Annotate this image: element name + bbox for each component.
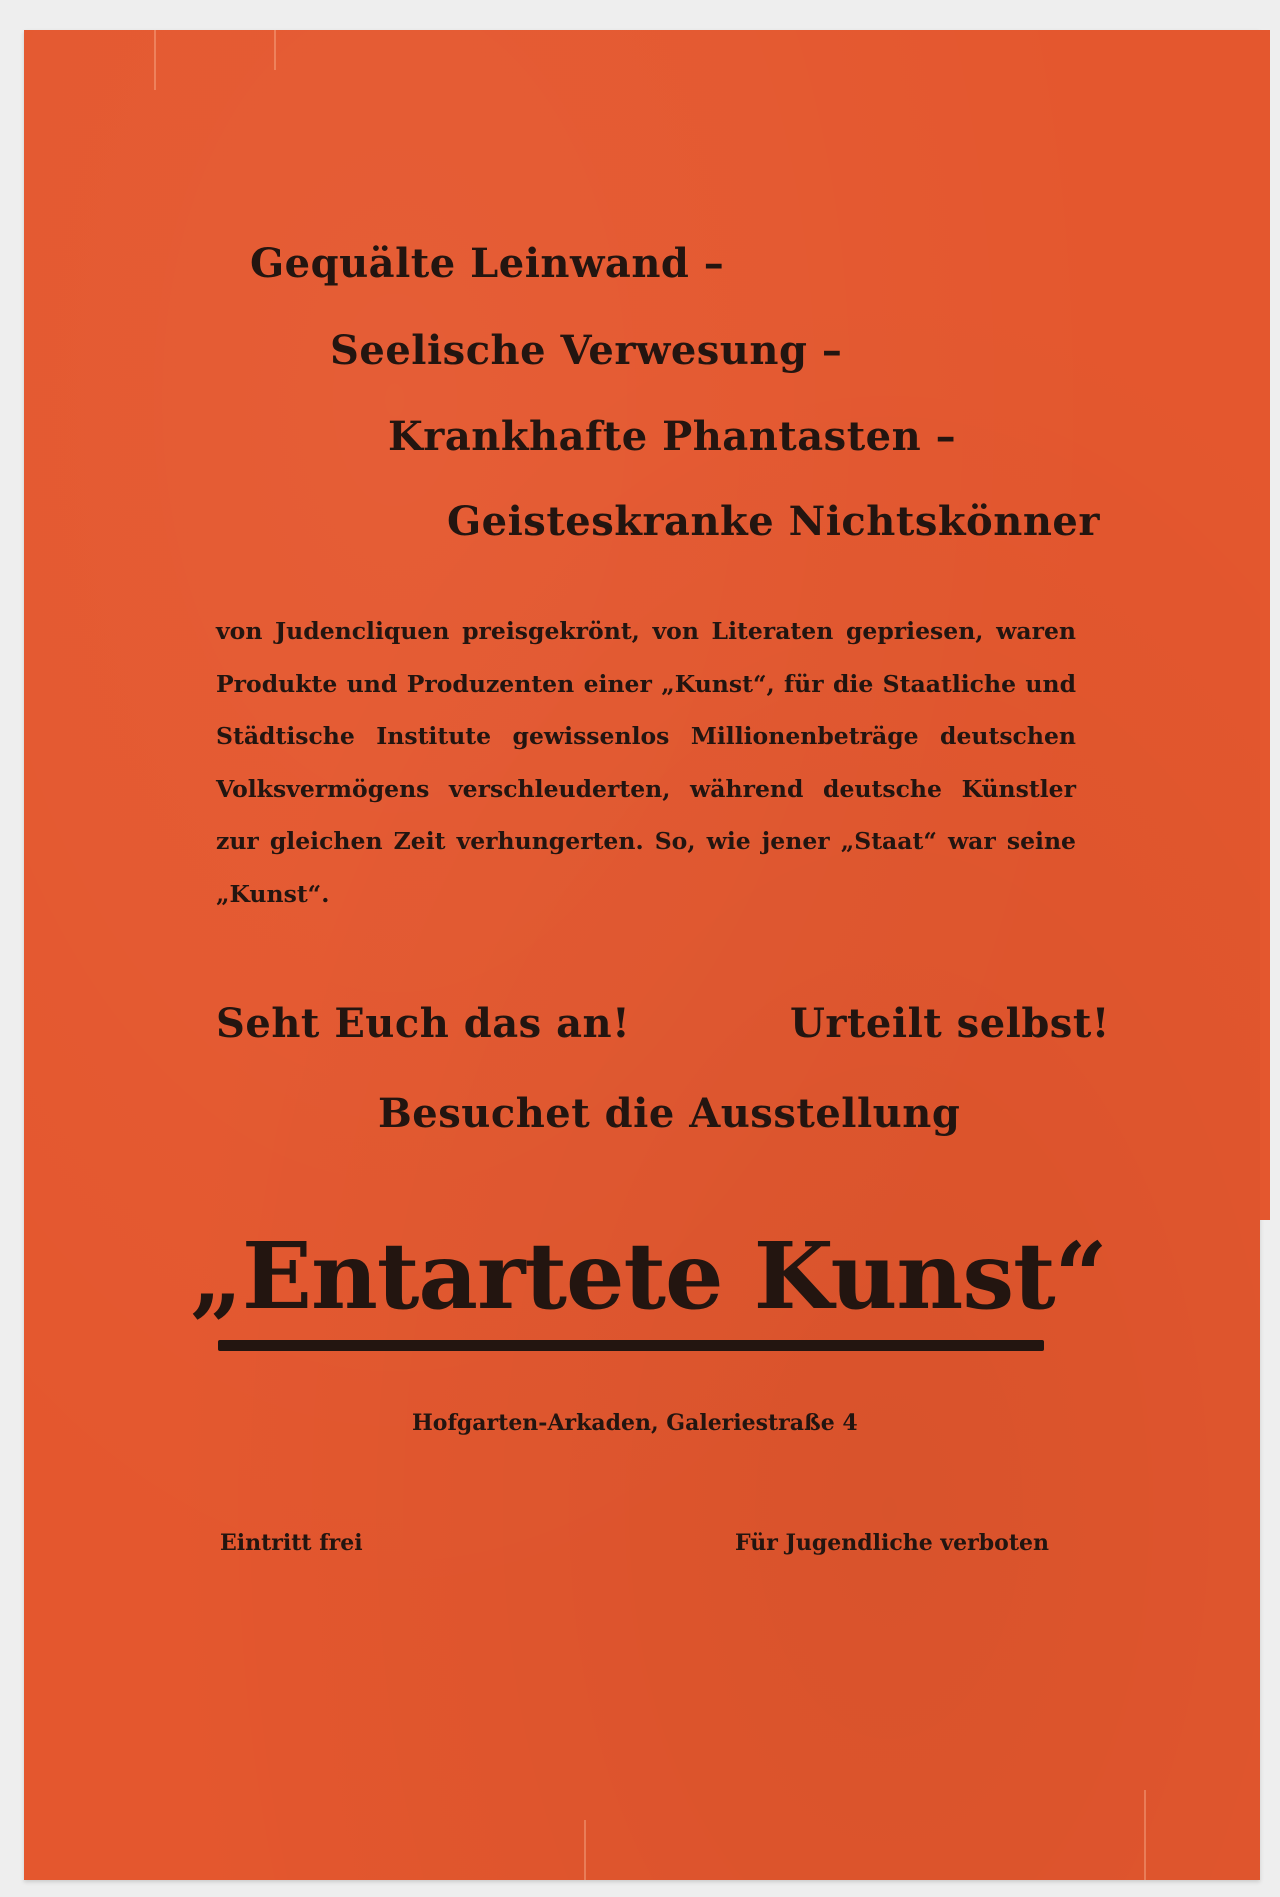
cta-right: Urteilt selbst!: [790, 1000, 1110, 1047]
exhibition-title: „Entartete Kunst“: [190, 1222, 1107, 1330]
headline-2: Seelische Verwesung –: [330, 327, 843, 374]
cta-left: Seht Euch das an!: [216, 1000, 631, 1047]
headline-1: Gequälte Leinwand –: [250, 240, 725, 287]
crease: [154, 30, 156, 90]
paper-notch: [1260, 30, 1270, 1220]
body-paragraph: von Judencliquen preisgekrönt, von Literaten gepriesen, waren Produkte und Produzenten einer „Kunst“, für die Staatliche und Städtische Institute gewissenlos Millionenbeträge deutschen Volksvermögens verschleuderten, während deutsche Künstler zur gleichen Zeit verhungerten. So, wie jener „Staat“ war seine „Kunst“.: [216, 617, 1076, 908]
headline-4: Geisteskranke Nichtskönner: [447, 498, 1100, 545]
crease: [1144, 1790, 1146, 1880]
cta-visit: Besuchet die Ausstellung: [378, 1090, 961, 1137]
address: Hofgarten-Arkaden, Galeriestraße 4: [412, 1410, 858, 1436]
leaflet-paper: [24, 30, 1260, 1880]
crease: [274, 30, 276, 70]
crease: [584, 1820, 586, 1880]
title-underline: [218, 1340, 1044, 1351]
footer-right: Für Jugendliche verboten: [735, 1530, 1049, 1556]
footer-left: Eintritt frei: [220, 1530, 363, 1556]
headline-3: Krankhafte Phantasten –: [388, 413, 957, 460]
